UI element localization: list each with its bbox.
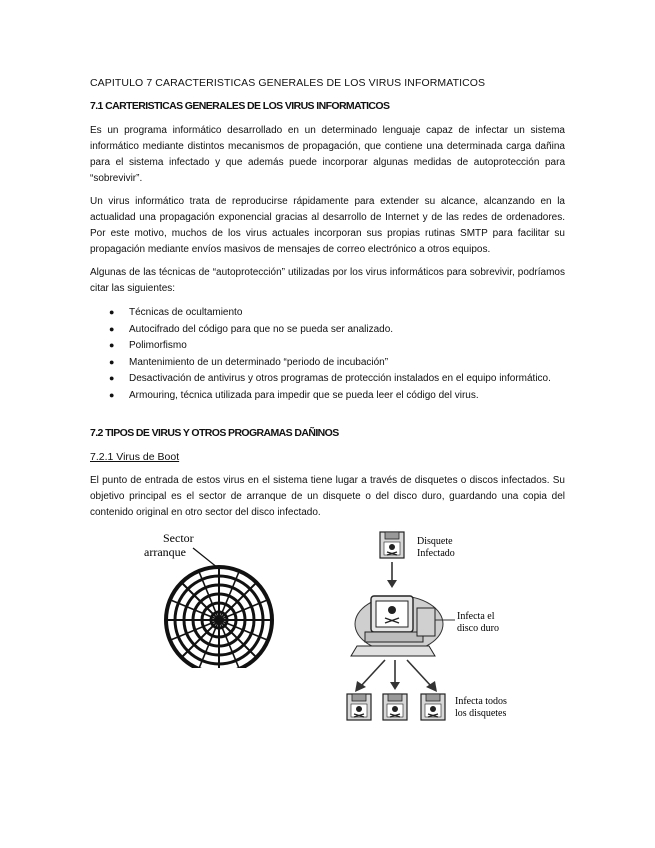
paragraph-definition: Es un programa informático desarrollado en un determinado lenguaje capaz de infectar un sistema informático mediante distintos mecanismos de propagación, que contiene una determinada carga dañina para el sistema infectado y que además puede incorporar algunas medidas de autoprotección para “sobrevivir”. [90, 125, 565, 184]
list-item: ● Armouring, técnica utilizada para impedir que se pueda leer el código del virus. [90, 388, 565, 404]
bullet-icon: ● [109, 307, 115, 317]
arrow-down-icon [390, 660, 400, 690]
sector-label-line1: Sector [163, 531, 194, 545]
list-item: ● Autocifrado del código para que no se pueda ser analizado. [90, 322, 565, 338]
bullet-icon: ● [109, 323, 115, 334]
infection-flow-figure [335, 528, 515, 733]
section-heading-7-1: 7.1 CARTERISTICAS GENERALES DE LOS VIRUS INFORMATICOS [90, 100, 390, 112]
arrow-left-icon [355, 660, 385, 692]
arrow-down-icon [387, 562, 397, 588]
bullet-icon: ● [109, 389, 115, 400]
paragraph-boot-virus: El punto de entrada de estos virus en el sistema tiene lugar a través de disquetes o discos infectados. Su objetivo principal es el sector de arranque de un disquete o del disco duro, guardando una copia del contenido original en otro sector del disco infectado. [90, 475, 565, 518]
paragraph-techniques-intro: Algunas de las técnicas de “autoprotección” utilizadas por los virus informáticos para sobrevivir, podríamos citar las siguientes: [90, 267, 565, 294]
floppy-infected-label-line1: Disquete [417, 536, 453, 547]
floppy-infected-label-line2: Infectado [417, 548, 455, 559]
pointer-line [193, 548, 218, 568]
disk-sector-figure [138, 528, 278, 668]
list-item: ● Polimorfismo [90, 338, 565, 354]
section-heading-7-2: 7.2 TIPOS DE VIRUS Y OTROS PROGRAMAS DAÑINOS [90, 427, 339, 439]
computer-icon [351, 596, 443, 656]
techniques-list [90, 305, 565, 404]
chapter-title: CAPITULO 7 CARACTERISTICAS GENERALES DE LOS VIRUS INFORMATICOS [90, 77, 486, 89]
list-item: ● Técnicas de ocultamiento [90, 305, 565, 321]
infect-disk-label-line2: disco duro [457, 623, 499, 634]
bullet-icon: ● [109, 340, 115, 350]
bullet-icon: ● [109, 373, 115, 383]
subsection-heading-boot: 7.2.1 Virus de Boot [90, 451, 180, 463]
infect-all-label-line2: los disquetes [455, 708, 507, 719]
arrow-right-icon [407, 660, 437, 692]
list-item: ● Mantenimiento de un determinado “periodo de incubación” [90, 355, 565, 371]
infect-all-label-line1: Infecta todos [455, 696, 507, 707]
floppy-icon [380, 532, 404, 558]
disk-icon [166, 567, 272, 668]
paragraph-propagation: Un virus informático trata de reproducirse rápidamente para extender su alcance, alcanzando en la actualidad una propagación exponencial gracias al desarrollo de Internet y de las redes de ordenadores. Por este motivo, muchos de los virus actuales incorporan sus propias rutinas SMTP para facilitar su propagación mediante envíos masivos de mensajes de correo electrónico a otros equipos. [90, 196, 565, 255]
floppy-icon [383, 694, 407, 720]
bullet-icon: ● [109, 356, 115, 367]
sector-label-line2: arranque [144, 545, 186, 559]
infect-disk-label-line1: Infecta el [457, 611, 495, 622]
list-item: ● Desactivación de antivirus y otros programas de protección instalados en el equipo informático. [90, 371, 565, 387]
floppy-icon [347, 694, 371, 720]
floppy-icon [421, 694, 445, 720]
